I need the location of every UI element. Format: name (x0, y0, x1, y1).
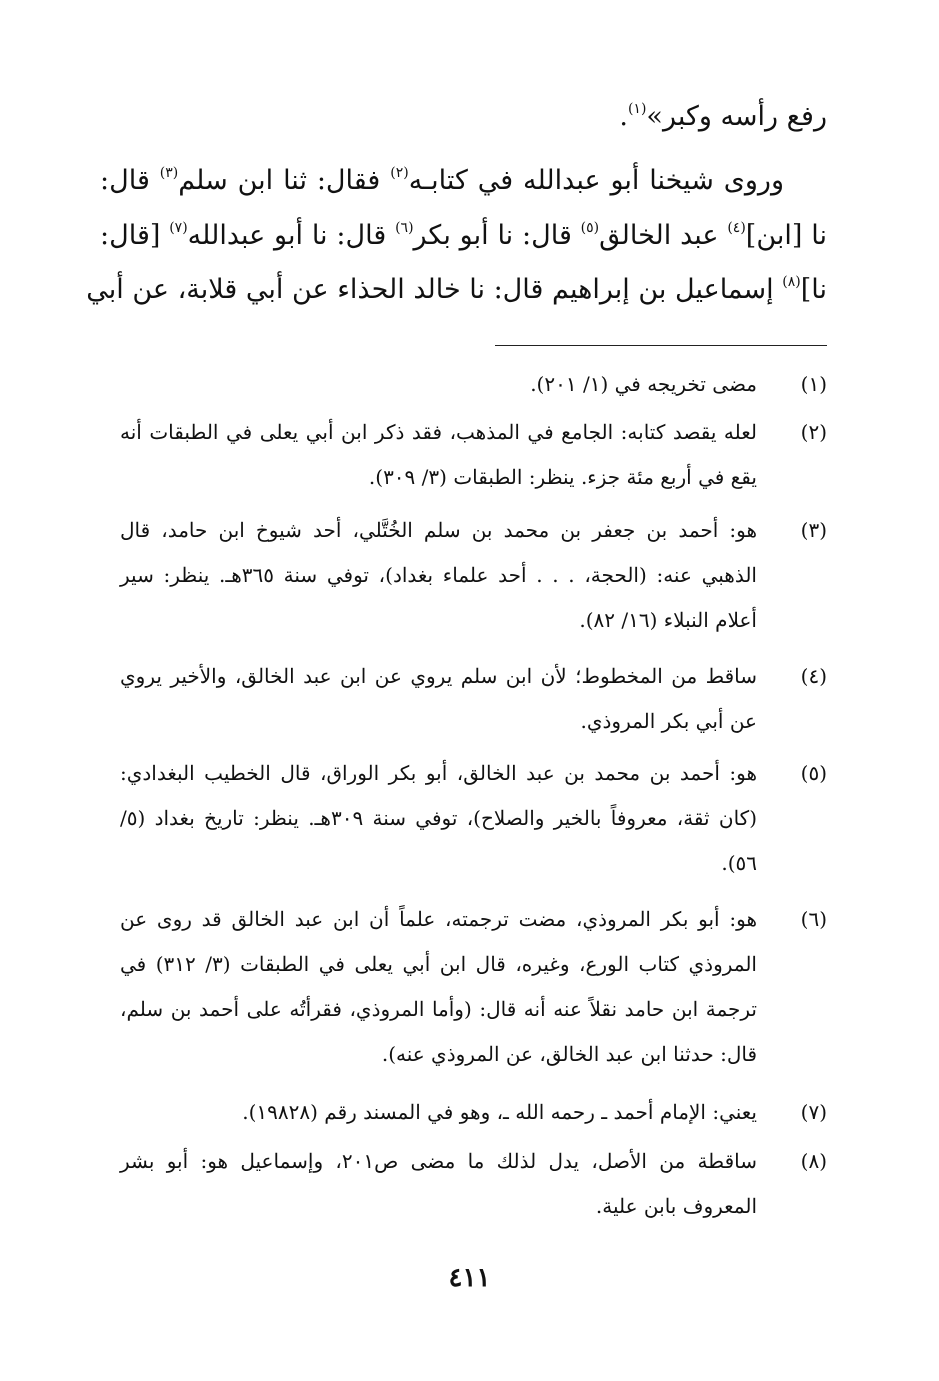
footnote-3 (120, 508, 827, 643)
footnote-ref[interactable]: (٣) (159, 165, 179, 181)
footnote-text: يعني: الإمام أحمد ـ رحمه الله ـ، وهو في المسند رقم (١٩٨٢٨). (242, 1100, 757, 1124)
page-number: ٤١١ (448, 1263, 491, 1293)
main-text-line-3 (100, 219, 827, 253)
footnote-number: (٤) (800, 664, 827, 688)
footnote-1 (120, 362, 827, 407)
footnote-text: ساقط من المخطوط؛ لأن ابن سلم يروي عن ابن عبد الخالق، والأخير يروي عن أبي بكر المروذي. (120, 664, 757, 733)
footnote-number: (٣) (800, 518, 827, 542)
main-text-fragment: نا [ابن] (745, 220, 827, 251)
footnote-ref[interactable]: (٥) (580, 220, 600, 236)
main-text-fragment: عبد الخالق (599, 220, 728, 251)
main-text-fragment: رفع رأسه وكبر» (646, 101, 827, 132)
main-text-line-1 (100, 100, 827, 134)
footnote-number: (٦) (800, 907, 827, 931)
footnote-number: (٢) (800, 420, 827, 444)
footnote-ref[interactable]: (٦) (395, 220, 414, 236)
main-text-fragment: وروى شيخنا أبو عبدالله في كتابـه (408, 165, 785, 196)
footnote-6 (120, 897, 827, 1077)
main-text-line-2 (100, 164, 784, 198)
footnote-ref[interactable]: (٧) (169, 220, 188, 236)
footnote-8 (120, 1139, 827, 1229)
footnote-text: مضى تخريجه في (١/ ٢٠١). (530, 372, 757, 396)
main-text-fragment: قال: (100, 165, 160, 196)
footnote-text: هو: أحمد بن محمد بن عبد الخالق، أبو بكر الوراق، قال الخطيب البغدادي: (كان ثقة، معروفاً بالخير والصلاح)، توفي سنة ٣٠٩هـ. ينظر: تاريخ بغداد (٥/ ٥٦). (120, 761, 758, 875)
footnote-ref[interactable]: (١) (627, 101, 647, 117)
main-text-fragment: نا] (800, 274, 827, 305)
footnote-5 (120, 751, 827, 886)
footnote-ref[interactable]: (٨) (782, 274, 801, 290)
footnote-number: (١) (800, 372, 827, 396)
main-text-fragment: فقال: ثنا ابن سلم (178, 165, 391, 196)
footnote-ref[interactable]: (٤) (727, 220, 746, 236)
footnote-number: (٧) (800, 1100, 827, 1124)
main-text-fragment: [قال: (100, 220, 170, 251)
footnote-text: لعله يقصد كتابه: الجامع في المذهب، فقد ذكر ابن أبي يعلى في الطبقات أنه يقع في أربع مئة جزء. ينظر: الطبقات (٣/ ٣٠٩). (120, 420, 757, 489)
main-text-fragment: إسماعيل بن إبراهيم قال: نا خالد الحذاء عن أبي قلابة، عن أبي (86, 274, 783, 305)
footnote-2 (120, 410, 827, 500)
main-text-line-4 (86, 273, 827, 307)
main-text-fragment: قال: نا أبو بكر (413, 220, 581, 251)
footnote-number: (٨) (800, 1149, 827, 1173)
footnote-ref[interactable]: (٢) (390, 165, 409, 181)
main-text-fragment: . (619, 101, 628, 132)
footnote-divider (495, 345, 827, 346)
footnote-text: ساقطة من الأصل، يدل لذلك ما مضى ص٢٠١، وإسماعيل هو: أبو بشر المعروف بابن علية. (120, 1149, 757, 1218)
footnote-text: هو: أبو بكر المروذي، مضت ترجمته، علماً أن ابن عبد الخالق قد روى عن المروذي كتاب الورع، وغيره، قال ابن أبي يعلى في الطبقات (٣/ ٣١٢) في ترجمة ابن حامد نقلاً عنه أنه قال: (وأما المروذي، فقرأتُه على أحمد بن سلم، قال: حدثنا ابن عبد الخالق، عن المروذي عنه). (120, 907, 757, 1066)
footnote-text: هو: أحمد بن جعفر بن محمد بن سلم الخُتَّلي، أحد شيوخ ابن حامد، قال الذهبي عنه: (الحجة، . . . أحد علماء بغداد)، توفي سنة ٣٦٥هـ. ينظر: سير أعلام النبلاء (١٦/ ٨٢). (120, 518, 757, 632)
footnote-4 (120, 654, 827, 744)
footnote-7 (120, 1090, 827, 1135)
footnote-number: (٥) (800, 761, 827, 785)
main-text-fragment: قال: نا أبو عبدالله (187, 220, 396, 251)
